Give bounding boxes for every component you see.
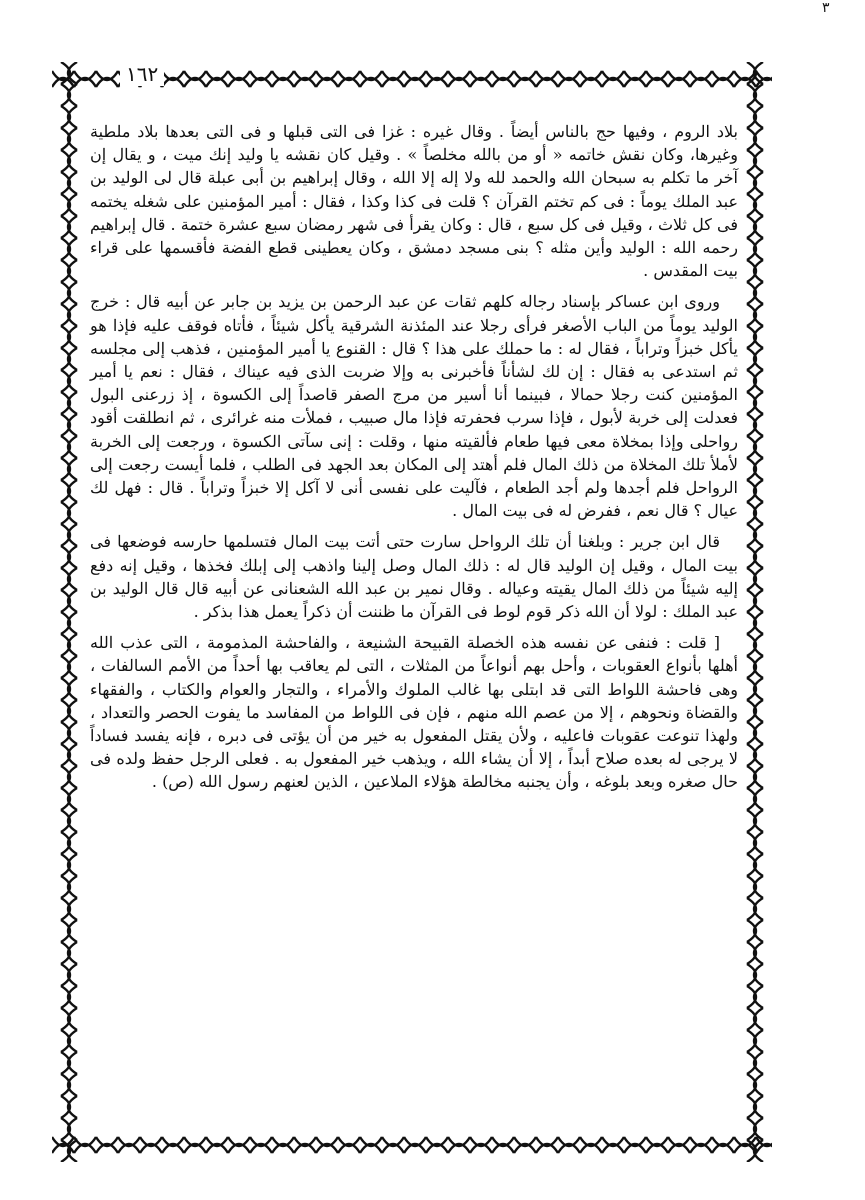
ornamental-border-bottom xyxy=(52,1128,772,1162)
page-number: ١٦٢ xyxy=(120,62,164,86)
paragraph: قال ابن جرير : وبلغنا أن تلك الرواحل سارت حتى أتت بيت المال فتسلمها حارسه فوضعها فى بيت المال ، وقيل إن الوليد قال له : ذلك المال وصل إلينا واذهب إلى إبلك فخذها ، وقيل إنه دفع إليه شيئاً من ذلك المال يقيته وعياله . وقال نمير بن عبد الله الشعنانى عن أبيه قال قال الوليد بن عبد الملك : لولا أن الله ذكر قوم لوط فى القرآن ما ظننت أن ذكراً يعمل هذا بذكر . xyxy=(90,532,738,622)
page-body xyxy=(90,120,738,802)
paragraph: وروى ابن عساكر بإسناد رجاله كلهم ثقات عن عبد الرحمن بن يزيد بن جابر عن أبيه قال : خرج الوليد يوماً من الباب الأصغر فرأى رجلا عند المئذنة الشرقية يأكل شيئاً ، فأتاه فوقف عليه فإذا هو يأكل خبزاً وتراباً ، فقال له : ما حملك على هذا ؟ قال : القنوع يا أمير المؤمنين ، فذهب إلى مجلسه ثم استدعى به فقال : إن لك لشأناً فأخبرنى به وإلا ضربت الذى فيه عيناك ، فقال : نعم يا أمير المؤمنين كنت رجلا حمالا ، فبينما أنا أسير من مرج الصفر قاصداً إلى الكسوة ، إذ زرعنى البول فعدلت إلى خربة لأبول ، فإذا سرب فحفرته فإذا مال صبيب ، فملأت منه غرائرى ، ثم انطلقت أقود رواحلى وإذا بمخلاة معى فيها طعام فألقيته منها ، وقلت : إنى سآتى الكسوة ، ورجعت إلى الخربة لأملأ تلك المخلاة من ذلك المال فلم أهتد إلى المكان بعد الجهد فى الطلب ، فلما أيست رجعت إلى الرواحل فلم أجدها ولم أجد الطعام ، فآليت على نفسى أنى لا آكل إلا خبزاً وتراباً . قال : فهل لك عيال ؟ قال نعم ، ففرض له فى بيت المال . xyxy=(90,292,739,521)
ornamental-border-left xyxy=(52,62,86,1162)
corner-mark: ٣ xyxy=(822,0,830,16)
ornamental-border-right xyxy=(738,62,772,1162)
paragraph: [ قلت : فنفى عن نفسه هذه الخصلة القبيحة الشنيعة ، والفاحشة المذمومة ، التى عذب الله أهلها بأنواع العقوبات ، وأحل بهم أنواعاً من المثلات ، التى لم يعاقب بها أحداً من الأمم السالفات ، وهى فاحشة اللواط التى قد ابتلى بها غالب الملوك والأمراء ، والتجار والعوام والكتاب ، والفقهاء والقضاة ونحوهم ، إلا من عصم الله منهم ، فإن فى اللواط من المفاسد ما يفوت الحصر والتعداد ، ولهذا تنوعت عقوبات فاعليه ، ولأن يقتل المفعول به خير من أن يؤتى فى دبره ، فإنه يفسد فساداً لا يرجى له بعده صلاح أبداً ، إلا أن يشاء الله ، ويذهب خير المفعول به . فعلى الرجل حفظ ولده فى حال صغره وبعد بلوغه ، وأن يجنبه مخالطة هؤلاء الملاعين ، الذين لعنهم رسول الله (ص) . xyxy=(90,633,738,792)
paragraph: بلاد الروم ، وفيها حج بالناس أيضاً . وقال غيره : غزا فى التى قبلها و فى التى بعدها بلاد ملطية وغيرها، وكان نقش خاتمه « أو من بالله مخلصاً » . وقيل كان نقشه يا وليد إنك ميت ، و يقال إن آخر ما تكلم به سبحان الله والحمد لله ولا إله إلا الله ، وقال إبراهيم بن أبى عبلة قال لى الوليد بن عبد الملك يوماً : فى كم تختم القرآن ؟ قلت فى كذا وكذا ، فقال : أمير المؤمنين على شغله يختمه فى كل ثلاث ، وقيل فى كل سبع ، قال : وكان يقرأ فى شهر رمضان سبع عشرة ختمة . قال إبراهيم رحمه الله : الوليد وأين مثله ؟ بنى مسجد دمشق ، وكان يعطينى قطع الفضة فأقسمها على قراء بيت المقدس . xyxy=(90,122,739,281)
